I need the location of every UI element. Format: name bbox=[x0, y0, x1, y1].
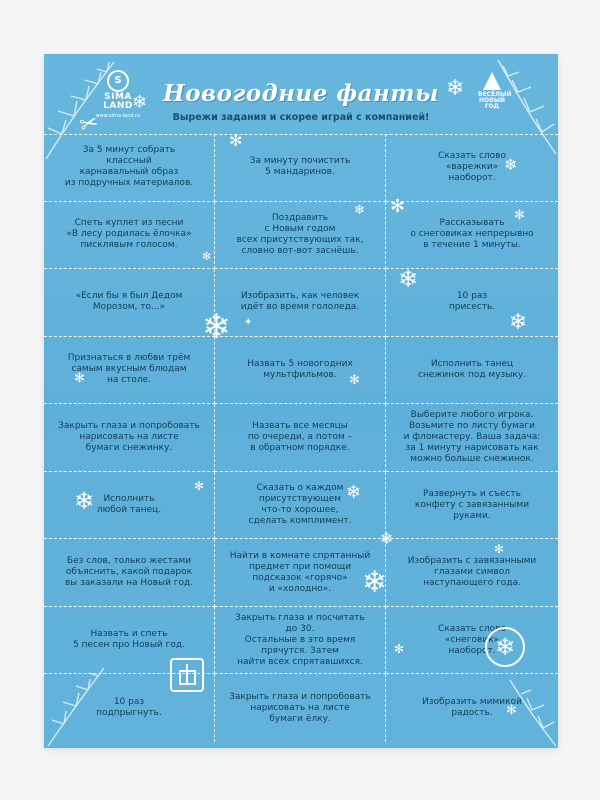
forfeit-card[interactable]: Закрыть глаза и посчитать до 30. Остальные в это время прячутся. Затем найти всех спрятавшихся. bbox=[215, 607, 386, 675]
snowflake-icon: ✻ bbox=[74, 371, 85, 386]
snowflake-icon: ❄ bbox=[398, 265, 419, 293]
forfeit-card[interactable]: Назвать все месяцы по очереди, а потом – в обратном порядке. bbox=[215, 404, 386, 472]
forfeit-card[interactable]: Рассказывать о снеговиках непрерывно в течение 1 минуты. bbox=[386, 202, 558, 270]
forfeit-card[interactable]: Поздравить с Новым годом всех присутствующих так, словно вот-вот заснёшь. bbox=[215, 202, 386, 270]
forfeit-card[interactable]: Изобразить с завязанными глазами символ наступающего года. bbox=[386, 539, 558, 607]
forfeit-card[interactable]: «Если бы я был Дедом Морозом, то...» bbox=[44, 269, 215, 337]
forfeit-card[interactable]: За минуту почистить 5 мандаринов. bbox=[215, 134, 386, 202]
snowflake-icon: ✻ bbox=[349, 373, 360, 388]
forfeit-card[interactable]: Выберите любого игрока. Возьмите по листу бумаги и фломастеру. Ваша задача: за 1 минуту нарисовать как можно больше снежинок. bbox=[386, 404, 558, 472]
forfeit-cards-grid bbox=[44, 131, 558, 742]
snowflake-icon: ✻ bbox=[506, 703, 517, 718]
page-subtitle: Вырежи задания и скорее играй с компанией! bbox=[172, 112, 430, 123]
forfeit-card[interactable]: Сказать слово «снеговик» наоборот. bbox=[386, 607, 558, 675]
snowflake-icon: ✦ bbox=[244, 317, 253, 328]
brand-logo-right-text: ВЕСЁЛЫЙ НОВЫЙ ГОД bbox=[478, 91, 512, 110]
forfeit-card[interactable]: Развернуть и съесть конфету с завязанными руками. bbox=[386, 472, 558, 540]
snowflake-icon: ❄ bbox=[132, 92, 148, 113]
snowflake-icon: ✻ bbox=[194, 479, 205, 493]
snowflake-icon: ❄ bbox=[509, 310, 528, 335]
snowflake-icon: ❄ bbox=[202, 307, 231, 347]
forfeit-card[interactable]: Изобразить мимикой радость. bbox=[422, 697, 522, 719]
forfeit-card[interactable]: За 5 минут собрать классный карнавальный образ из подручных материалов. bbox=[44, 134, 215, 202]
forfeit-card[interactable]: Найти в комнате спрятанный предмет при помощи подсказок «горячо» и «холодно». bbox=[215, 539, 386, 607]
snowflake-icon: ❄ bbox=[354, 203, 365, 218]
brand-logo-url: www.sima-land.ru bbox=[95, 113, 141, 119]
forfeit-card[interactable]: 10 раз подпрыгнуть. bbox=[44, 674, 215, 742]
snowflake-icon: ❄ bbox=[74, 487, 95, 515]
forfeit-card[interactable]: Исполнить танец снежинок под музыку. bbox=[386, 337, 558, 405]
snowflake-icon: ❄ bbox=[380, 529, 394, 548]
forfeit-card[interactable]: 10 раз присесть. bbox=[386, 269, 558, 337]
forfeit-card[interactable]: Сказать слово «варежки» наоборот. bbox=[386, 134, 558, 202]
scissors-icon: ✂ bbox=[77, 110, 102, 139]
snowflake-icon: ❄ bbox=[346, 482, 362, 503]
gift-box bbox=[179, 670, 196, 685]
snowflake-icon: ✻ bbox=[514, 208, 525, 223]
forfeit-card[interactable]: Сказать о каждом присутствующем что-то хорошее, сделать комплимент. bbox=[215, 472, 386, 540]
page-title: Новогодние фанты bbox=[162, 80, 440, 107]
forfeit-card[interactable]: Без слов, только жестами объяснить, какой подарок вы заказали на Новый год. bbox=[44, 539, 215, 607]
snowflake-icon: ✻ bbox=[394, 642, 405, 656]
snowflake-icon: ❄ bbox=[446, 76, 465, 101]
forfeit-card[interactable]: Признаться в любви трём самым вкусным блюдам на столе. bbox=[44, 337, 215, 405]
forfeit-card[interactable]: Закрыть глаза и попробовать нарисовать на листе бумаги снежинку. bbox=[44, 404, 215, 472]
forfeit-card[interactable]: Исполнить любой танец. bbox=[44, 472, 215, 540]
forfeit-card[interactable]: Изобразить, как человек идёт во время гололеда. bbox=[215, 269, 386, 337]
snowflake-icon: ✻ bbox=[229, 131, 243, 150]
snowflake-icon: ✻ bbox=[202, 250, 212, 263]
forfeits-sheet bbox=[44, 54, 558, 748]
forfeit-card[interactable]: Закрыть глаза и попробовать нарисовать на листе бумаги ёлку. bbox=[215, 674, 386, 742]
forfeit-card[interactable]: Назвать и спеть 5 песен про Новый год. bbox=[44, 607, 215, 675]
snowflake-icon: ✻ bbox=[494, 542, 505, 556]
snowflake-badge-icon: ❄ bbox=[485, 627, 525, 667]
snowflake-icon: ✻ bbox=[390, 196, 406, 217]
brand-logo-badge: S bbox=[107, 70, 129, 92]
brand-logo-name: SIMA LAND bbox=[103, 92, 133, 111]
forfeit-card[interactable]: Спеть куплет из песни «В лесу родилась ёлочка» писклявым голосом. bbox=[44, 202, 215, 270]
forfeit-card[interactable]: Назвать 5 новогодних мультфильмов. bbox=[215, 337, 386, 405]
gift-icon bbox=[170, 658, 204, 692]
snowflake-icon: ❄ bbox=[362, 565, 388, 600]
snowflake-icon: ❄ bbox=[504, 155, 518, 174]
